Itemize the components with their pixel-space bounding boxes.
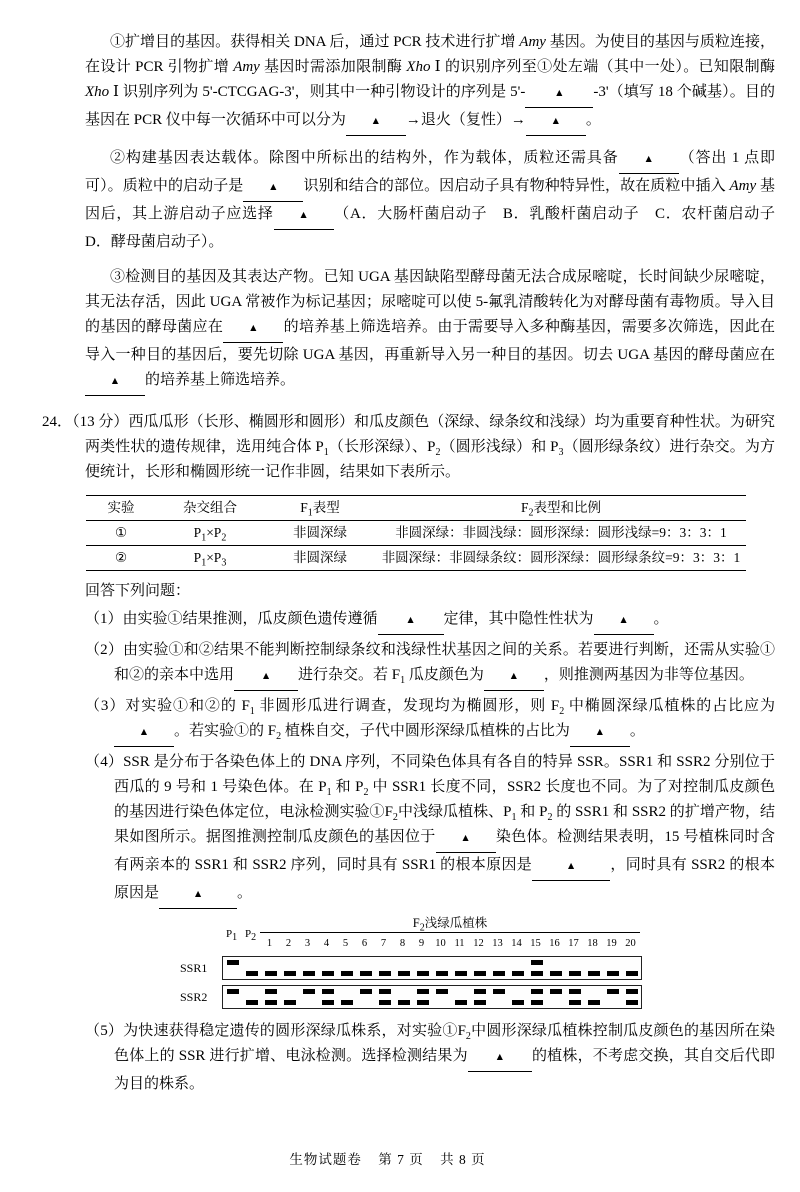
- table-row: [86, 546, 746, 571]
- gel-lane-label: $P_2$: [244, 928, 257, 944]
- gel-band: [417, 1000, 429, 1005]
- subscript: 1: [201, 532, 207, 544]
- gel-lane: [394, 957, 413, 979]
- gel-lane: [584, 986, 603, 1008]
- q24-part-5: （5）为快速获得稳定遗传的圆形深绿瓜株系，对实验$①F_2$中圆形深绿瓜植株控制瓜皮颜色的基因所在染色体上的 SSR 进行扩增、电泳检测。选择检测结果为 ▲ 的植株，不考虑交换，其自交后代即为目的株系。: [85, 1023, 775, 1092]
- q24-stem: [42, 410, 775, 485]
- table-cell: 非圆深绿: [293, 525, 347, 540]
- gel-row-label: SSR1: [180, 960, 208, 975]
- gel-lane: [470, 957, 489, 979]
- answer-blank: ▲: [570, 720, 630, 747]
- gel-band: [531, 971, 543, 976]
- gel-band: [588, 971, 600, 976]
- gel-lane-label: 7: [380, 938, 387, 949]
- q24-part-2: （2）由实验①和②结果不能判断控制绿条纹和浅绿性状基因之间的关系。若要进行判断，还需从实验①和②的亲本中选用 ▲ 进行杂交。若 $F_1$ 瓜皮颜色为 ▲ ，则推测两基因为非等位基因。: [85, 638, 775, 691]
- answer-blank: ▲: [468, 1045, 532, 1072]
- gene-name-italic: Amy: [729, 178, 757, 194]
- answer-blank: ▲: [223, 316, 283, 343]
- column-header: 实验: [107, 500, 135, 515]
- question-23-continuation: [0, 30, 790, 406]
- gel-lane: [261, 986, 280, 1008]
- gel-lane-label: 16: [549, 938, 560, 949]
- gel-band: [246, 1000, 258, 1005]
- gel-lane: [565, 957, 584, 979]
- gel-band: [227, 960, 239, 965]
- gel-lane: [299, 986, 318, 1008]
- gel-lane: [413, 957, 432, 979]
- gel-lane-label: 20: [625, 938, 636, 949]
- column-header: $F_1$表型: [300, 500, 340, 519]
- gel-lane: [356, 986, 375, 1008]
- gel-band: [493, 989, 505, 994]
- q24-stem-text: （13 分）西瓜瓜形（长形、椭圆形和圆形）和瓜皮颜色（深绿、绿条纹和浅绿）均为重要育种性状。为研究两类性状的遗传规律，选用纯合体 $P_1$（长形深绿）、$P_2$（圆形浅绿）和 $P_3$（圆形绿条纹）进行杂交。为方便统计，长形和椭圆形统一记作非圆，结果如下表所示。: [72, 414, 775, 480]
- gel-lane: [565, 986, 584, 1008]
- gel-lane: [280, 986, 299, 1008]
- gel-band: [398, 1000, 410, 1005]
- gel-lane: [451, 986, 470, 1008]
- gel-band: [341, 971, 353, 976]
- gel-lane-label: 8: [399, 938, 406, 949]
- gel-band: [531, 989, 543, 994]
- subscript: 2: [435, 447, 441, 458]
- gel-lane-label: 14: [511, 938, 522, 949]
- gel-band: [360, 971, 372, 976]
- gel-band: [322, 1000, 334, 1005]
- table-row: [86, 521, 746, 546]
- subscript: 2: [276, 731, 282, 742]
- gel-band: [379, 989, 391, 994]
- gene-name-italic: Amy: [233, 59, 260, 75]
- gel-band: [455, 971, 467, 976]
- gel-band: [569, 971, 581, 976]
- page-total: 共 8 页: [440, 1152, 486, 1167]
- subscript: 2: [392, 812, 398, 823]
- column-header: 杂交组合: [183, 500, 237, 515]
- answer-blank: ▲: [525, 81, 593, 108]
- gel-band: [626, 1000, 638, 1005]
- gel-lane-label: 17: [568, 938, 579, 949]
- subscript: 1: [307, 507, 313, 519]
- subscript: 3: [558, 447, 564, 458]
- gel-lane-label: 12: [473, 938, 484, 949]
- gel-band: [246, 971, 258, 976]
- subscript: 2: [547, 812, 553, 823]
- gel-lane: [299, 957, 318, 979]
- gel-band: [398, 971, 410, 976]
- gel-row: [180, 985, 775, 1009]
- gel-lane: [337, 957, 356, 979]
- answer-blank: ▲: [346, 109, 406, 136]
- q23-item-2: ②构建基因表达载体。除图中所标出的结构外，作为载体，质粒还需具备 ▲ （答出 1 点即可）。质粒中的启动子是 ▲ 识别和结合的部位。因启动子具有物种特异性，故在质粒中插入 Amy 基因后，其上游启动子应选择 ▲ （A．大肠杆菌启动子 B．乳酸杆菌启动子 C．农杆菌启动子 D．酵母菌启动子）。: [85, 146, 775, 255]
- page-number: 第 7 页: [378, 1152, 424, 1167]
- table-cell: ②: [114, 550, 128, 565]
- subscript: 2: [559, 706, 565, 717]
- gel-band: [607, 971, 619, 976]
- gel-lane: [223, 957, 242, 979]
- gel-lane-label: $P_1$: [225, 928, 238, 944]
- gel-lane-labels: [180, 928, 775, 951]
- subscript: 2: [419, 922, 425, 934]
- table-cell: 非圆深绿：非圆浅绿：圆形深绿：圆形浅绿=9：3：3：1: [395, 525, 727, 540]
- gel-band: [493, 971, 505, 976]
- gel-band: [531, 1000, 543, 1005]
- gel-lane: [375, 957, 394, 979]
- subscript: 1: [323, 447, 329, 458]
- answer-blank: ▲: [234, 664, 298, 691]
- answer-blank: ▲: [114, 720, 174, 747]
- subscript: 1: [249, 706, 255, 717]
- q24-part-4: （4）SSR 是分布于各染色体上的 DNA 序列，不同染色体具有各自的特异 SSR。SSR1 和 SSR2 分别位于西瓜的 9 号和 1 号染色体。在 $P_1$ 和 $P_2$ 中 SSR1 长度不同，SSR2 长度也不同。为了对控制瓜皮颜色的基因进行染色体定位，电泳检测实验$①F_2$中浅绿瓜植株、$P_1$ 和 $P_2$ 的 SSR1 和 SSR2 的扩增产物，结果如图所示。据图推测控制瓜皮颜色的基因位于 ▲ 染色体。检测结果表明，15 号植株同时含有两亲本的 SSR1 和 SSR2 序列，同时具有 SSR1 的根本原因是 ▲ ，同时具有 SSR2 的根本原因是 ▲ 。: [85, 750, 775, 909]
- answer-blank: ▲: [159, 882, 237, 909]
- subscript: 1: [232, 932, 238, 944]
- gel-band: [303, 971, 315, 976]
- subscript: 3: [221, 557, 227, 569]
- gel-lane: [508, 957, 527, 979]
- subscript: 1: [326, 787, 332, 798]
- gel-lane: [432, 957, 451, 979]
- subscript: 2: [528, 507, 534, 519]
- gel-lane-label: 15: [530, 938, 541, 949]
- gel-band: [626, 971, 638, 976]
- gel-lane-label: 5: [342, 938, 349, 949]
- gel-band: [417, 971, 429, 976]
- gel-lane: [242, 986, 261, 1008]
- gel-lane: [451, 957, 470, 979]
- gel-lane-label: 1: [266, 938, 273, 949]
- subscript: 2: [221, 532, 227, 544]
- table-cell: 非圆深绿: [293, 550, 347, 565]
- gel-band: [436, 989, 448, 994]
- gene-name-italic: Xho: [85, 84, 110, 100]
- column-header: $F_2$表型和比例: [520, 500, 601, 519]
- table-header-row: [86, 496, 746, 521]
- gel-lane: [546, 957, 565, 979]
- gel-lane: [375, 986, 394, 1008]
- gel-band: [360, 989, 372, 994]
- gel-lane: [470, 986, 489, 1008]
- gel-strip: [222, 956, 642, 980]
- gel-band: [474, 989, 486, 994]
- answer-blank: ▲: [526, 109, 586, 136]
- gel-band: [284, 1000, 296, 1005]
- gel-band: [550, 971, 562, 976]
- gel-band: [588, 1000, 600, 1005]
- gel-band: [379, 1000, 391, 1005]
- gel-band: [379, 971, 391, 976]
- gel-band: [550, 989, 562, 994]
- gel-lane: [318, 957, 337, 979]
- cross-results-table: [86, 495, 746, 571]
- gel-lane: [603, 957, 622, 979]
- gel-band: [417, 989, 429, 994]
- gel-band: [265, 1000, 277, 1005]
- answer-blank: ▲: [436, 826, 496, 853]
- gel-lane-label: 19: [606, 938, 617, 949]
- gel-lane: [508, 986, 527, 1008]
- gel-lane-label: 10: [435, 938, 446, 949]
- answer-blank: ▲: [594, 608, 654, 635]
- subscript: 2: [465, 1031, 471, 1042]
- gel-lane: [603, 986, 622, 1008]
- gel-figure-title: $F_2$浅绿瓜植株: [412, 916, 488, 934]
- gel-lane: [318, 986, 337, 1008]
- gel-band: [512, 971, 524, 976]
- gel-lane: [489, 957, 508, 979]
- gel-lane: [261, 957, 280, 979]
- gel-strip: [222, 985, 642, 1009]
- answer-prompt: 回答下列问题：: [85, 583, 191, 599]
- gel-lane-label: 4: [323, 938, 330, 949]
- gel-band: [227, 989, 239, 994]
- question-number: 24．: [42, 414, 73, 430]
- gel-lane: [527, 957, 546, 979]
- gel-band: [284, 971, 296, 976]
- gel-band: [531, 960, 543, 965]
- gel-lane: [394, 986, 413, 1008]
- gel-band: [455, 1000, 467, 1005]
- gel-band: [436, 971, 448, 976]
- q23-item-3: ③检测目的基因及其表达产物。已知 UGA 基因缺陷型酵母菌无法合成尿嘧啶，长时间缺少尿嘧啶，其无法存活，因此 UGA 常被作为标记基因；尿嘧啶可以使 5-氟乳清酸转化为对酵母菌有毒物质。导入目的基因的酵母菌应在 ▲ 的培养基上筛选培养。由于需要导入多种酶基因，需要多次筛选，因此在导入一种目的基因后，要先切除 UGA 基因，再重新导入另一种目的基因。切去 UGA 基因的酵母菌应在▲ 的培养基上筛选培养。: [85, 265, 775, 396]
- table-cell: 非圆深绿：非圆绿条纹：圆形深绿：圆形绿条纹=9：3：3：1: [381, 550, 741, 565]
- gel-band: [341, 1000, 353, 1005]
- gel-band: [322, 971, 334, 976]
- gene-name-italic: Amy: [519, 34, 546, 50]
- gel-band: [512, 1000, 524, 1005]
- gel-lane: [242, 957, 261, 979]
- subscript: 1: [201, 557, 207, 569]
- gel-lane: [432, 986, 451, 1008]
- table-cell: $P_1\times P_3$: [193, 550, 227, 569]
- gel-row-label: SSR2: [180, 989, 208, 1004]
- q24-part-1: （1）由实验①结果推测，瓜皮颜色遗传遵循 ▲ 定律，其中隐性性状为 ▲ 。: [85, 607, 775, 635]
- gel-lane-label: 2: [285, 938, 292, 949]
- gel-lane: [356, 957, 375, 979]
- gel-band: [474, 971, 486, 976]
- question-24: [0, 406, 775, 1100]
- gel-band: [569, 989, 581, 994]
- table-cell: $P_1\times P_2$: [193, 525, 227, 544]
- gel-lane: [489, 986, 508, 1008]
- gel-lane: [280, 957, 299, 979]
- page-footer: [0, 1148, 775, 1168]
- answer-blank: ▲: [619, 147, 679, 174]
- gel-lane-label: 11: [454, 938, 465, 949]
- subscript: 2: [363, 787, 369, 798]
- answer-blank: ▲: [484, 664, 544, 691]
- gel-lane: [622, 986, 641, 1008]
- q23-item-1: ①扩增目的基因。获得相关 DNA 后，通过 PCR 技术进行扩增 Amy 基因。为使目的基因与质粒连接，在设计 PCR 引物扩增 Amy 基因时需添加限制酶 Xho Ⅰ 的识别序列至①处左端（其中一处）。已知限制酶 Xho Ⅰ 识别序列为 5'-CTCGAG-3'，则其中一种引物设计的序列是 5'- ▲ -3'（填写 18 个碱基）。目的基因在 PCR 仪中每一次循环中可以分为 ▲ →退火（复性）→ ▲ 。: [85, 30, 775, 136]
- document-title: 生物试题卷: [289, 1152, 362, 1167]
- answer-blank: ▲: [274, 203, 334, 230]
- gel-band: [265, 989, 277, 994]
- gel-band: [265, 971, 277, 976]
- gel-row: [180, 956, 775, 980]
- gel-lane-label: 18: [587, 938, 598, 949]
- gel-band: [607, 989, 619, 994]
- gel-band: [303, 989, 315, 994]
- gel-lane: [223, 986, 242, 1008]
- gel-lane: [337, 986, 356, 1008]
- subscript: 1: [400, 675, 406, 686]
- gel-band: [569, 1000, 581, 1005]
- gel-lane: [622, 957, 641, 979]
- answer-blank: ▲: [85, 369, 145, 396]
- gel-lane: [527, 986, 546, 1008]
- answer-blank: ▲: [243, 175, 303, 202]
- gel-lane-label: 6: [361, 938, 368, 949]
- answer-blank: ▲: [532, 854, 610, 881]
- gel-lane-label: 3: [304, 938, 311, 949]
- subscript: 1: [511, 812, 517, 823]
- gene-name-italic: Xho: [406, 59, 431, 75]
- subscript: 2: [251, 932, 257, 944]
- gel-lane-label: 13: [492, 938, 503, 949]
- gel-electrophoresis-figure: [180, 915, 775, 1009]
- gel-lane: [584, 957, 603, 979]
- gel-lane: [413, 986, 432, 1008]
- gel-band: [322, 989, 334, 994]
- q24-part-3: （3）对实验①和②的 $F_1$ 非圆形瓜进行调查，发现均为椭圆形，则 $F_2$ 中椭圆深绿瓜植株的占比应为▲ 。若实验①的 $F_2$ 植株自交，子代中圆形深绿瓜植株的占比为 ▲ 。: [85, 694, 775, 747]
- gel-band: [626, 989, 638, 994]
- answer-blank: ▲: [378, 608, 444, 635]
- table-cell: ①: [114, 525, 128, 540]
- gel-lane-label: 9: [418, 938, 425, 949]
- gel-lane: [546, 986, 565, 1008]
- gel-band: [474, 1000, 486, 1005]
